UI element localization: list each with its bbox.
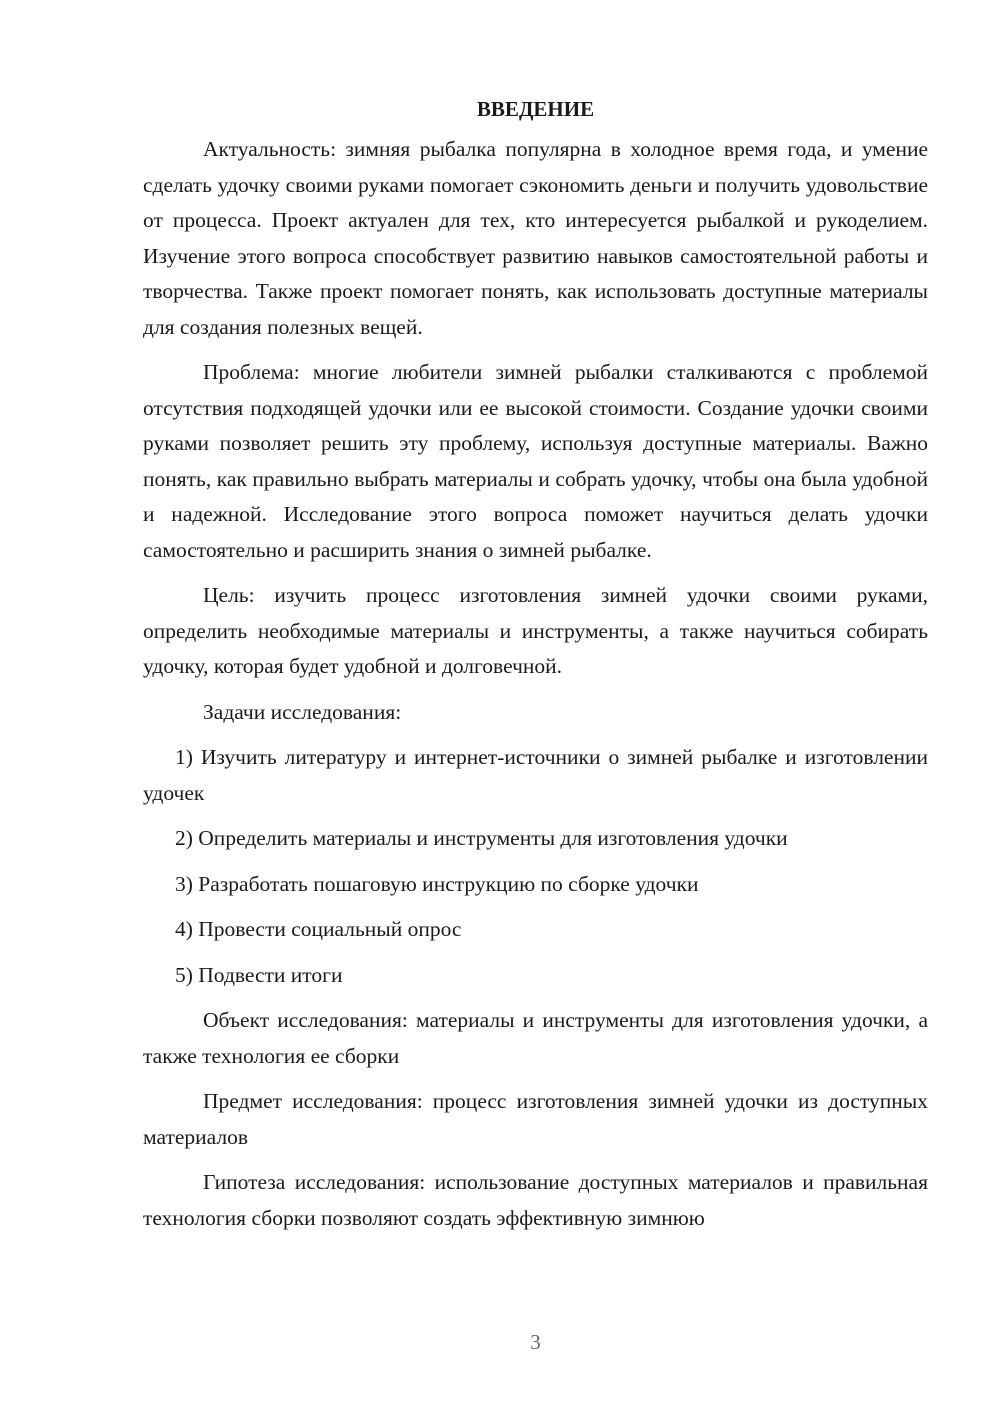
paragraph-relevance: Актуальность: зимняя рыбалка популярна в холодное время года, и умение сделать удочку своими руками помогает сэкономить деньги и получить удовольствие от процесса. Проект актуален для тех, кто интересуется рыбалкой и рукоделием. Изучение этого вопроса способствует развитию навыков самостоятельной работы и творчества. Также проект помогает понять, как использовать доступные материалы для создания полезных вещей. [143, 137, 928, 339]
paragraph-object: Объект исследования: материалы и инструменты для изготовления удочки, а также технология ее сборки [143, 1008, 928, 1068]
page-content [143, 92, 928, 1246]
paragraph-goal: Цель: изучить процесс изготовления зимней удочки своими руками, определить необходимые материалы и инструменты, а также научиться собирать удочку, которая будет удобной и долговечной. [143, 583, 928, 678]
tasks-heading: Задачи исследования: [203, 699, 402, 724]
list-item: 1) Изучить литературу и интернет-источники о зимней рыбалке и изготовлении удочек [143, 745, 928, 805]
section-title: ВВЕДЕНИЕ [476, 97, 595, 121]
list-item: 4) Провести социальный опрос [175, 917, 462, 941]
paragraph-subject: Предмет исследования: процесс изготовления зимней удочки из доступных материалов [143, 1089, 928, 1149]
paragraph-hypothesis: Гипотеза исследования: использование доступных материалов и правильная технология сборки позволяют создать эффективную зимнюю [143, 1170, 928, 1230]
paragraph-problem: Проблема: многие любители зимней рыбалки сталкиваются с проблемой отсутствия подходящей удочки или ее высокой стоимости. Создание удочки своими руками позволяет решить эту проблему, используя доступные материалы. Важно понять, как правильно выбрать материалы и собрать удочку, чтобы она была удобной и надежной. Исследование этого вопроса поможет научиться делать удочки самостоятельно и расширить знания о зимней рыбалке. [143, 360, 928, 562]
page-number: 3 [530, 1330, 541, 1354]
list-item: 3) Разработать пошаговую инструкцию по сборке удочки [175, 871, 699, 896]
list-item: 5) Подвести итоги [175, 962, 343, 987]
list-item: 2) Определить материалы и инструменты для изготовления удочки [175, 826, 788, 850]
tasks-list [143, 740, 928, 993]
